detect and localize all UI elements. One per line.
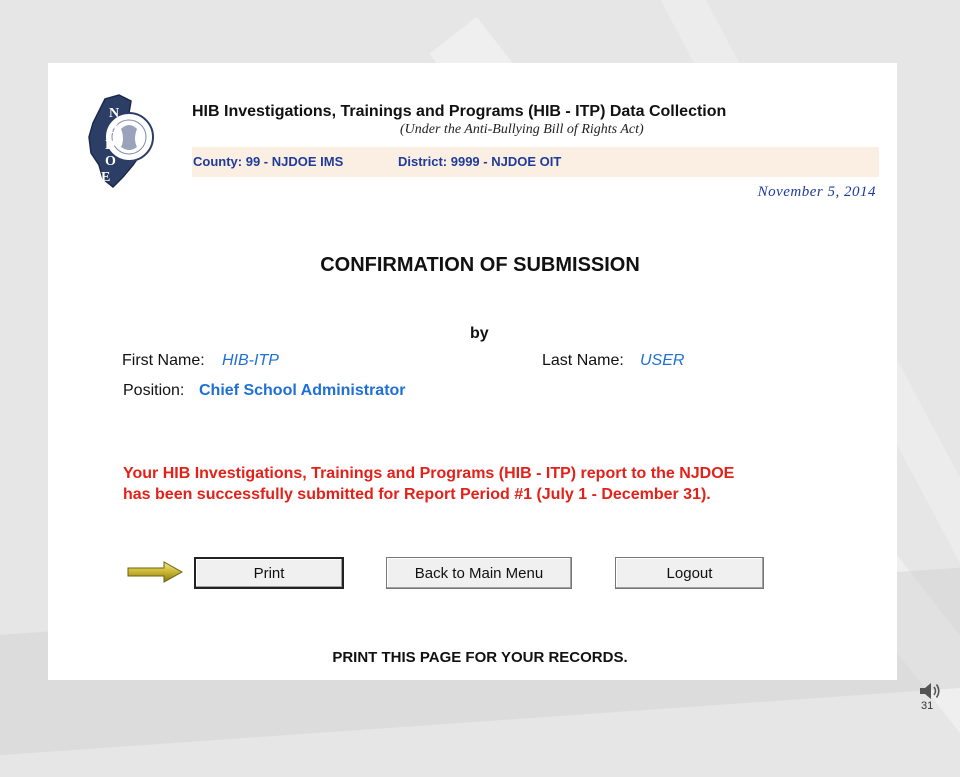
slide-number: 31: [921, 700, 934, 712]
district-label: District: 9999 - NJDOE OIT: [398, 154, 562, 169]
submission-date: November 5, 2014: [757, 184, 876, 200]
logo-letter: O: [105, 154, 116, 169]
county-district-bar: [192, 147, 879, 177]
first-name-label: First Name:: [122, 352, 205, 369]
logo-letter: E: [101, 170, 111, 185]
app-subtitle: (Under the Anti-Bullying Bill of Rights Act): [400, 122, 644, 137]
logo-letter: J: [111, 122, 118, 137]
logo-letter: N: [109, 106, 120, 121]
logo-letter: D: [105, 138, 116, 153]
by-label: by: [470, 325, 489, 342]
print-note: PRINT THIS PAGE FOR YOUR RECORDS.: [332, 649, 628, 666]
app-title: HIB Investigations, Trainings and Programs (HIB - ITP) Data Collection: [192, 103, 727, 120]
first-name-value: HIB-ITP: [222, 352, 279, 369]
position-value: Chief School Administrator: [199, 382, 406, 399]
speaker-icon[interactable]: [918, 680, 942, 702]
print-button[interactable]: Print: [194, 557, 344, 589]
success-message-line: has been successfully submitted for Report Period #1 (July 1 - December 31).: [123, 486, 711, 503]
back-to-main-menu-button[interactable]: Back to Main Menu: [386, 557, 572, 589]
njdoe-seal-icon: [85, 93, 157, 189]
page-title: CONFIRMATION OF SUBMISSION: [320, 254, 640, 276]
slide-content: [48, 63, 897, 680]
last-name-value: USER: [640, 352, 685, 369]
county-label: County: 99 - NJDOE IMS: [193, 154, 344, 169]
success-message-line: Your HIB Investigations, Trainings and Programs (HIB - ITP) report to the NJDOE: [123, 465, 735, 482]
success-message: [123, 463, 853, 505]
position-label: Position:: [123, 382, 185, 399]
pointer-arrow-icon: [126, 561, 184, 583]
last-name-label: Last Name:: [542, 352, 624, 369]
logout-button[interactable]: Logout: [615, 557, 764, 589]
